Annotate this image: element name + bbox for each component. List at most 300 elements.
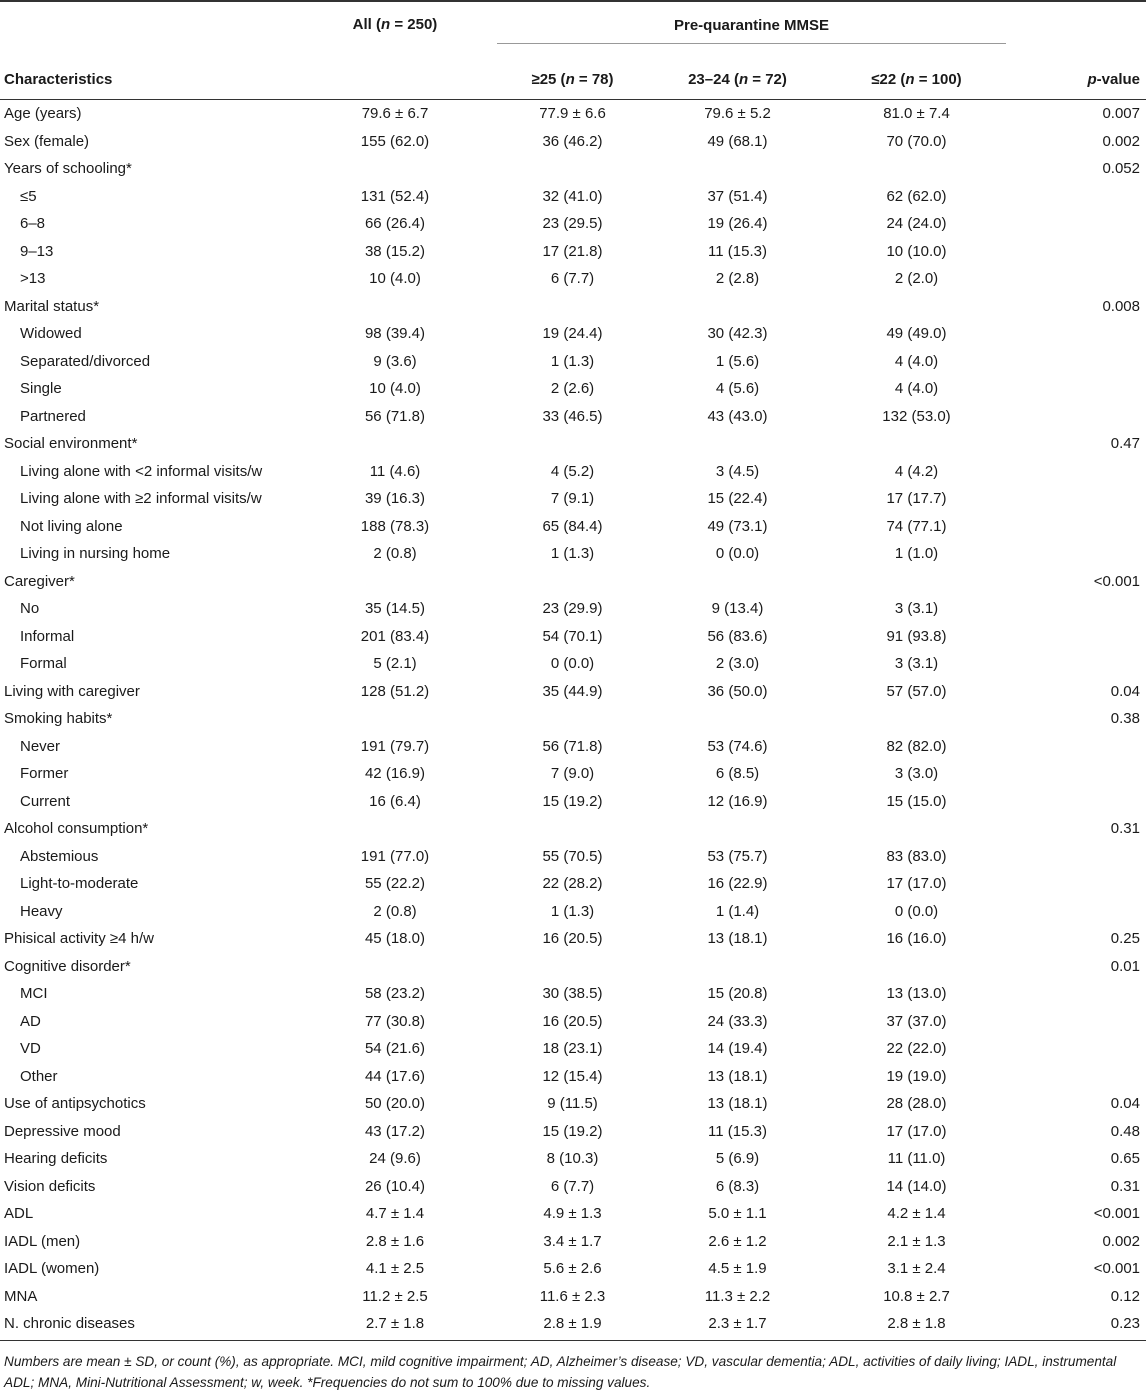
cell-p-value: 0.002 <box>1102 132 1140 150</box>
cell-all: 11.2 ± 2.5 <box>362 1287 428 1305</box>
cell-mmse-le22: 49 (49.0) <box>886 325 947 343</box>
row-label: Living alone with ≥2 informal visits/w <box>20 490 262 508</box>
row-label: Separated/divorced <box>20 352 151 370</box>
cell-all: 45 (18.0) <box>364 930 426 948</box>
table-row <box>0 320 1146 348</box>
cell-p-value <box>1013 1008 1146 1036</box>
cell-all: 9 (3.6) <box>373 352 417 370</box>
cell-all: 77 (30.8) <box>364 1012 426 1030</box>
cell-all: 201 (83.4) <box>360 627 430 645</box>
header-p-value: p-value <box>1013 59 1146 100</box>
table-row <box>0 980 1146 1008</box>
cell-all: 155 (62.0) <box>360 132 430 150</box>
cell-all: 98 (39.4) <box>364 325 426 343</box>
cell-mmse-ge25: 55 (70.5) <box>542 847 603 865</box>
cell-mmse-le22: 74 (77.1) <box>886 517 947 535</box>
cell-mmse-le22: 83 (83.0) <box>886 847 947 865</box>
row-label: Living with caregiver <box>4 682 140 700</box>
table-row <box>0 1173 1146 1201</box>
cell-all: 44 (17.6) <box>364 1067 426 1085</box>
cell-mmse-ge25: 32 (41.0) <box>542 187 603 205</box>
cell-mmse-23-24: 5.0 ± 1.1 <box>708 1205 767 1223</box>
cell-mmse-le22: 19 (19.0) <box>886 1067 947 1085</box>
cell-all: 4.1 ± 2.5 <box>365 1260 425 1278</box>
cell-all: 58 (23.2) <box>364 985 426 1003</box>
row-label: Phisical activity ≥4 h/w <box>4 930 154 948</box>
cell-mmse-23-24: 16 (22.9) <box>707 875 768 893</box>
cell-mmse-ge25: 7 (9.1) <box>550 490 595 508</box>
table-row <box>0 1228 1146 1256</box>
row-label: Living in nursing home <box>20 545 171 563</box>
cell-mmse-23-24: 2.3 ± 1.7 <box>655 1310 820 1340</box>
row-label: Heavy <box>20 902 63 920</box>
cell-mmse-le22: 3.1 ± 2.4 <box>887 1260 946 1278</box>
cell-p-value <box>1013 760 1146 788</box>
cell-p-value <box>1013 870 1146 898</box>
cell-mmse-ge25: 33 (46.5) <box>542 407 603 425</box>
cell-mmse-ge25: 77.9 ± 6.6 <box>539 105 606 123</box>
table-row <box>0 1255 1146 1283</box>
header-all: All (n = 250) <box>300 1 490 59</box>
cell-mmse-le22: 2 (2.0) <box>894 270 939 288</box>
row-label: VD <box>20 1040 41 1058</box>
cell-p-value: 0.31 <box>1110 820 1140 838</box>
table-footnote: Numbers are mean ± SD, or count (%), as appropriate. MCI, mild cognitive impairment; AD, Alzheimer’s disease; VD, vascular dementia; ADL, activities of daily living; IADL, instrumental ADL; MNA, Mini-Nutritional Assessment; w, week. *Frequencies do not sum to 100% due to missing values. <box>4 1353 1117 1390</box>
row-label: Living alone with <2 informal visits/w <box>20 462 263 480</box>
cell-mmse-le22: 15 (15.0) <box>886 792 947 810</box>
row-label: Age (years) <box>4 105 82 123</box>
cell-mmse-ge25 <box>490 705 655 733</box>
table-row <box>0 485 1146 513</box>
cell-mmse-le22: 13 (13.0) <box>886 985 947 1003</box>
group-underline <box>497 43 1006 44</box>
table-row <box>0 1090 1146 1118</box>
cell-mmse-le22: 2.8 ± 1.8 <box>820 1310 1013 1340</box>
cell-mmse-ge25: 56 (71.8) <box>542 737 603 755</box>
cell-mmse-le22: 132 (53.0) <box>882 407 951 425</box>
row-label: Informal <box>20 627 75 645</box>
cell-mmse-ge25: 8 (10.3) <box>546 1150 599 1168</box>
table-row <box>0 375 1146 403</box>
table-row <box>0 733 1146 761</box>
table-row <box>0 128 1146 156</box>
table-row <box>0 1310 1146 1340</box>
cell-all <box>300 293 490 321</box>
cell-p-value <box>1013 1063 1146 1091</box>
cell-mmse-ge25: 1 (1.3) <box>550 902 595 920</box>
row-label: Cognitive disorder* <box>4 957 131 975</box>
cell-mmse-le22: 17 (17.0) <box>886 1122 947 1140</box>
cell-p-value <box>1013 375 1146 403</box>
cell-mmse-le22: 11 (11.0) <box>887 1150 946 1168</box>
cell-mmse-le22: 17 (17.7) <box>886 490 947 508</box>
cell-all: 10 (4.0) <box>369 380 421 398</box>
cell-all: 54 (21.6) <box>364 1040 426 1058</box>
cell-all: 11 (4.6) <box>369 462 421 480</box>
table-row <box>0 1063 1146 1091</box>
cell-mmse-23-24: 15 (20.8) <box>707 985 768 1003</box>
row-label: 9–13 <box>20 242 54 260</box>
cell-mmse-le22 <box>820 155 1013 183</box>
cell-p-value <box>1013 788 1146 816</box>
cell-p-value <box>1013 733 1146 761</box>
cell-mmse-ge25: 30 (38.5) <box>542 985 603 1003</box>
cell-p-value: 0.65 <box>1110 1150 1140 1168</box>
table-row <box>0 623 1146 651</box>
cell-mmse-ge25: 2 (2.6) <box>550 380 595 398</box>
cell-mmse-23-24: 53 (74.6) <box>707 737 768 755</box>
cell-p-value: 0.48 <box>1110 1122 1140 1140</box>
cell-p-value: 0.052 <box>1102 160 1140 178</box>
cell-p-value: <0.001 <box>1093 1205 1140 1223</box>
cell-p-value: 0.31 <box>1110 1177 1140 1195</box>
cell-mmse-le22: 82 (82.0) <box>886 737 947 755</box>
cell-mmse-ge25: 1 (1.3) <box>550 352 595 370</box>
table-row <box>0 1200 1146 1228</box>
row-label: Partnered <box>20 407 86 425</box>
cell-all: 79.6 ± 6.7 <box>361 105 429 123</box>
header-blank-1 <box>0 1 300 59</box>
cell-mmse-ge25: 4 (5.2) <box>550 462 595 480</box>
cell-mmse-ge25: 6 (7.7) <box>550 1177 595 1195</box>
cell-p-value <box>1013 623 1146 651</box>
row-label: N. chronic diseases <box>0 1310 300 1340</box>
table-row <box>0 1008 1146 1036</box>
cell-p-value <box>1013 320 1146 348</box>
cell-mmse-ge25: 35 (44.9) <box>542 682 603 700</box>
cell-p-value: 0.23 <box>1013 1310 1146 1340</box>
cell-mmse-ge25: 7 (9.0) <box>550 765 595 783</box>
row-label: IADL (men) <box>4 1232 81 1250</box>
cell-all <box>300 430 490 458</box>
cell-mmse-23-24 <box>655 815 820 843</box>
cell-p-value <box>1013 485 1146 513</box>
table-row <box>0 595 1146 623</box>
cell-mmse-ge25: 4.9 ± 1.3 <box>543 1205 602 1223</box>
cell-mmse-le22: 10 (10.0) <box>886 242 947 260</box>
row-label: Sex (female) <box>4 132 90 150</box>
cell-mmse-23-24 <box>655 568 820 596</box>
cell-mmse-le22: 3 (3.0) <box>894 765 939 783</box>
cell-mmse-le22: 17 (17.0) <box>886 875 947 893</box>
cell-all: 26 (10.4) <box>364 1177 426 1195</box>
cell-mmse-23-24: 43 (43.0) <box>707 407 768 425</box>
cell-all: 5 (2.1) <box>373 655 417 673</box>
row-label: 6–8 <box>20 215 46 233</box>
table-row <box>0 925 1146 953</box>
row-label: Widowed <box>20 325 82 343</box>
cell-mmse-ge25 <box>490 953 655 981</box>
cell-p-value: 0.002 <box>1102 1232 1140 1250</box>
cell-mmse-le22: 4 (4.2) <box>894 462 939 480</box>
cell-mmse-23-24: 36 (50.0) <box>707 682 768 700</box>
cell-mmse-le22: 1 (1.0) <box>894 545 939 563</box>
cell-mmse-23-24: 6 (8.5) <box>715 765 760 783</box>
table-row <box>0 183 1146 211</box>
cell-mmse-le22: 28 (28.0) <box>886 1095 947 1113</box>
table-row <box>0 348 1146 376</box>
cell-all <box>300 155 490 183</box>
header-group-pre-quarantine-mmse <box>490 1 1013 59</box>
header-mmse-23-24: 23–24 (n = 72) <box>655 59 820 100</box>
cell-mmse-23-24: 4.5 ± 1.9 <box>708 1260 767 1278</box>
cell-all: 128 (51.2) <box>360 682 430 700</box>
table-row <box>0 430 1146 458</box>
header-mmse-le22: ≤22 (n = 100) <box>820 59 1013 100</box>
cell-mmse-23-24: 11 (15.3) <box>708 242 767 260</box>
cell-mmse-ge25: 23 (29.9) <box>542 600 603 618</box>
cell-mmse-le22 <box>820 815 1013 843</box>
cell-mmse-23-24: 3 (4.5) <box>715 462 760 480</box>
cell-mmse-le22: 4.2 ± 1.4 <box>887 1205 946 1223</box>
cell-all: 50 (20.0) <box>364 1095 426 1113</box>
table-row <box>0 100 1146 128</box>
header-characteristics: Characteristics <box>0 59 300 100</box>
cell-p-value <box>1013 238 1146 266</box>
cell-mmse-ge25: 3.4 ± 1.7 <box>543 1232 602 1250</box>
cell-all <box>300 953 490 981</box>
cell-all: 131 (52.4) <box>360 187 430 205</box>
cell-p-value: <0.001 <box>1093 1260 1140 1278</box>
cell-mmse-ge25: 16 (20.5) <box>542 1012 603 1030</box>
header-mmse-ge25: ≥25 (n = 78) <box>490 59 655 100</box>
row-label: Former <box>20 765 69 783</box>
cell-all: 2 (0.8) <box>373 902 417 920</box>
cell-p-value: 0.008 <box>1102 297 1140 315</box>
cell-mmse-ge25: 2.8 ± 1.9 <box>490 1310 655 1340</box>
cell-mmse-ge25: 9 (11.5) <box>547 1095 598 1113</box>
row-label: Hearing deficits <box>4 1150 108 1168</box>
cell-mmse-ge25: 22 (28.2) <box>542 875 603 893</box>
cell-p-value <box>1013 980 1146 1008</box>
cell-p-value <box>1013 183 1146 211</box>
table-row <box>0 953 1146 981</box>
table-row <box>0 1145 1146 1173</box>
cell-mmse-23-24: 2.6 ± 1.2 <box>708 1232 767 1250</box>
cell-mmse-le22 <box>820 705 1013 733</box>
cell-p-value: 0.47 <box>1110 435 1140 453</box>
cell-p-value <box>1013 843 1146 871</box>
cell-mmse-23-24: 1 (5.6) <box>715 352 760 370</box>
cell-mmse-le22: 37 (37.0) <box>886 1012 947 1030</box>
row-label: Current <box>20 792 71 810</box>
cell-mmse-23-24: 49 (68.1) <box>707 132 768 150</box>
cell-mmse-23-24: 12 (16.9) <box>707 792 768 810</box>
row-label: AD <box>20 1012 41 1030</box>
cell-mmse-le22: 81.0 ± 7.4 <box>883 105 950 123</box>
cell-mmse-23-24: 37 (51.4) <box>707 187 768 205</box>
cell-mmse-ge25: 12 (15.4) <box>542 1067 603 1085</box>
table-row <box>0 760 1146 788</box>
cell-mmse-le22: 2.1 ± 1.3 <box>887 1232 946 1250</box>
cell-p-value: <0.001 <box>1093 572 1140 590</box>
cell-mmse-23-24: 56 (83.6) <box>707 627 768 645</box>
row-label: Vision deficits <box>4 1177 96 1195</box>
cell-p-value: 0.04 <box>1110 1095 1140 1113</box>
cell-mmse-le22: 4 (4.0) <box>894 352 939 370</box>
cell-mmse-ge25 <box>490 568 655 596</box>
table-row <box>0 650 1146 678</box>
table-row <box>0 788 1146 816</box>
cell-mmse-23-24: 11 (15.3) <box>708 1122 767 1140</box>
row-label: Years of schooling* <box>4 160 132 178</box>
cell-mmse-23-24: 19 (26.4) <box>707 215 768 233</box>
cell-mmse-le22 <box>820 293 1013 321</box>
table-row <box>0 265 1146 293</box>
row-label: >13 <box>20 270 46 288</box>
row-label: MCI <box>20 985 48 1003</box>
cell-all: 191 (77.0) <box>360 847 430 865</box>
cell-p-value <box>1013 650 1146 678</box>
cell-mmse-ge25: 15 (19.2) <box>542 1122 603 1140</box>
cell-mmse-23-24: 1 (1.4) <box>715 902 760 920</box>
cell-mmse-le22: 3 (3.1) <box>894 655 939 673</box>
cell-all: 191 (79.7) <box>360 737 430 755</box>
cell-all: 66 (26.4) <box>364 215 426 233</box>
cell-mmse-23-24: 6 (8.3) <box>715 1177 760 1195</box>
cell-all: 56 (71.8) <box>364 407 426 425</box>
cell-all: 35 (14.5) <box>364 600 426 618</box>
row-label: No <box>20 600 40 618</box>
cell-all: 55 (22.2) <box>364 875 426 893</box>
cell-mmse-23-24: 30 (42.3) <box>707 325 768 343</box>
cell-p-value <box>1013 265 1146 293</box>
cell-mmse-le22: 70 (70.0) <box>886 132 947 150</box>
table-row <box>0 155 1146 183</box>
table-row <box>0 403 1146 431</box>
cell-p-value: 0.38 <box>1110 710 1140 728</box>
cell-all: 16 (6.4) <box>369 792 421 810</box>
row-label: Social environment* <box>4 435 138 453</box>
cell-all: 10 (4.0) <box>369 270 421 288</box>
cell-mmse-23-24: 4 (5.6) <box>715 380 760 398</box>
row-label: ADL <box>4 1205 34 1223</box>
table-row <box>0 293 1146 321</box>
cell-mmse-23-24: 13 (18.1) <box>707 1067 768 1085</box>
row-label: Formal <box>20 655 67 673</box>
cell-all <box>300 568 490 596</box>
cell-mmse-23-24: 13 (18.1) <box>707 1095 768 1113</box>
cell-all: 4.7 ± 1.4 <box>365 1205 425 1223</box>
cell-mmse-23-24: 15 (22.4) <box>707 490 768 508</box>
cell-p-value: 0.007 <box>1102 105 1140 123</box>
cell-mmse-ge25 <box>490 155 655 183</box>
table-row <box>0 815 1146 843</box>
cell-mmse-ge25: 17 (21.8) <box>542 242 603 260</box>
row-label: Light-to-moderate <box>20 875 139 893</box>
cell-mmse-23-24 <box>655 430 820 458</box>
cell-mmse-le22: 22 (22.0) <box>886 1040 947 1058</box>
cell-p-value <box>1013 898 1146 926</box>
cell-mmse-ge25 <box>490 293 655 321</box>
cell-mmse-ge25: 6 (7.7) <box>550 270 595 288</box>
cell-mmse-le22: 10.8 ± 2.7 <box>883 1287 950 1305</box>
cell-mmse-ge25: 16 (20.5) <box>542 930 603 948</box>
cell-mmse-23-24 <box>655 293 820 321</box>
cell-mmse-23-24: 53 (75.7) <box>707 847 768 865</box>
table-row <box>0 1035 1146 1063</box>
cell-p-value <box>1013 1035 1146 1063</box>
cell-p-value <box>1013 403 1146 431</box>
cell-mmse-ge25: 0 (0.0) <box>550 655 595 673</box>
cell-mmse-ge25: 15 (19.2) <box>542 792 603 810</box>
cell-all: 43 (17.2) <box>364 1122 426 1140</box>
group-header-label: Pre-quarantine MMSE <box>673 17 830 34</box>
cell-mmse-le22: 24 (24.0) <box>886 215 947 233</box>
cell-mmse-le22 <box>820 953 1013 981</box>
cell-p-value <box>1013 513 1146 541</box>
table-row <box>0 843 1146 871</box>
cell-mmse-le22: 16 (16.0) <box>886 930 947 948</box>
row-label: IADL (women) <box>4 1260 100 1278</box>
table-row <box>0 870 1146 898</box>
cell-mmse-ge25: 36 (46.2) <box>542 132 603 150</box>
table-row <box>0 513 1146 541</box>
table-row <box>0 705 1146 733</box>
cell-all <box>300 815 490 843</box>
cell-mmse-23-24: 5 (6.9) <box>715 1150 760 1168</box>
cell-all: 2.8 ± 1.6 <box>365 1232 425 1250</box>
cell-mmse-le22: 3 (3.1) <box>894 600 939 618</box>
cell-mmse-23-24: 11.3 ± 2.2 <box>704 1287 771 1305</box>
cell-mmse-23-24: 79.6 ± 5.2 <box>704 105 771 123</box>
row-label: MNA <box>4 1287 38 1305</box>
cell-mmse-le22: 0 (0.0) <box>894 902 939 920</box>
table-row <box>0 210 1146 238</box>
cell-mmse-23-24: 13 (18.1) <box>707 930 768 948</box>
row-label: Abstemious <box>20 847 99 865</box>
cell-mmse-ge25: 23 (29.5) <box>542 215 603 233</box>
cell-mmse-le22 <box>820 430 1013 458</box>
table-row <box>0 568 1146 596</box>
cell-p-value: 0.04 <box>1110 682 1140 700</box>
cell-mmse-23-24 <box>655 155 820 183</box>
cell-mmse-le22: 14 (14.0) <box>886 1177 947 1195</box>
cell-mmse-ge25 <box>490 815 655 843</box>
row-label: Alcohol consumption* <box>4 820 149 838</box>
cell-all: 2.7 ± 1.8 <box>300 1310 490 1340</box>
cell-p-value: 0.01 <box>1110 957 1140 975</box>
cell-p-value <box>1013 540 1146 568</box>
table-row <box>0 678 1146 706</box>
cell-mmse-23-24: 14 (19.4) <box>707 1040 768 1058</box>
cell-mmse-ge25: 11.6 ± 2.3 <box>539 1287 606 1305</box>
cell-p-value <box>1013 348 1146 376</box>
table-row <box>0 1118 1146 1146</box>
row-label: Other <box>20 1067 58 1085</box>
cell-p-value <box>1013 458 1146 486</box>
cell-mmse-23-24: 24 (33.3) <box>707 1012 768 1030</box>
cell-all: 39 (16.3) <box>364 490 426 508</box>
table-body <box>0 100 1146 1341</box>
cell-p-value: 0.12 <box>1110 1287 1140 1305</box>
table-row <box>0 1283 1146 1311</box>
cell-p-value <box>1013 210 1146 238</box>
cell-mmse-le22: 4 (4.0) <box>894 380 939 398</box>
row-label: Use of antipsychotics <box>4 1095 146 1113</box>
cell-mmse-23-24: 49 (73.1) <box>707 517 768 535</box>
cell-mmse-le22: 57 (57.0) <box>886 682 947 700</box>
cell-all: 2 (0.8) <box>373 545 417 563</box>
cell-mmse-ge25: 1 (1.3) <box>550 545 595 563</box>
cell-mmse-ge25: 5.6 ± 2.6 <box>543 1260 602 1278</box>
cell-mmse-23-24: 2 (3.0) <box>715 655 760 673</box>
cell-all <box>300 705 490 733</box>
row-label: Caregiver* <box>4 572 75 590</box>
row-label: ≤5 <box>20 187 37 205</box>
row-label: Not living alone <box>20 517 123 535</box>
cell-mmse-le22: 62 (62.0) <box>886 187 947 205</box>
